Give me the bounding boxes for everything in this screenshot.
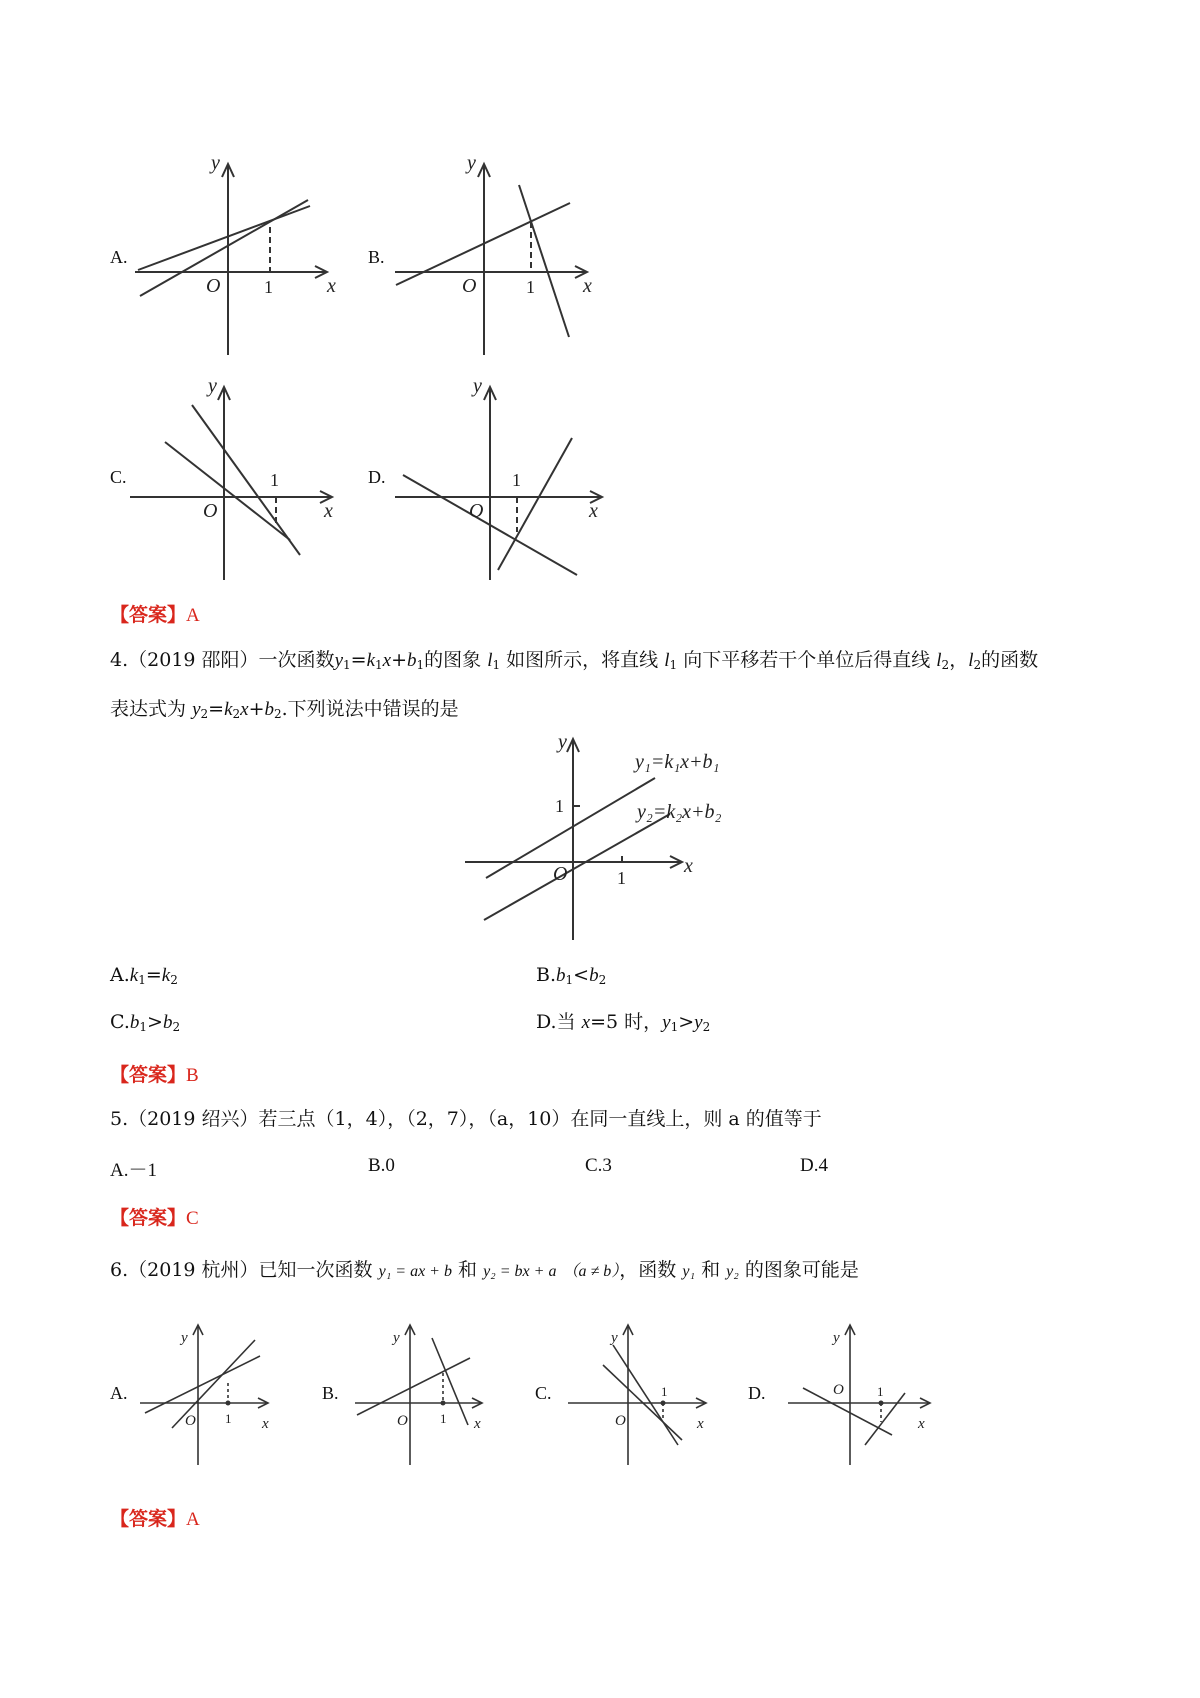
svg-text:x: x — [918, 1416, 925, 1432]
origin-label: O — [206, 275, 221, 297]
formula-1: y₁ = ax + b — [378, 1263, 452, 1280]
svg-text:1: 1 — [877, 1384, 884, 1399]
svg-text:x: x — [324, 500, 333, 522]
svg-text:O: O — [203, 500, 218, 522]
q4-option-d: D.当 x=5 时，$y_1>y_2$ — [536, 1011, 711, 1034]
q5-answer: 【答案】C — [110, 1207, 199, 1229]
svg-text:O: O — [462, 275, 477, 297]
svg-text:1: 1 — [440, 1411, 447, 1426]
q6-answer: 【答案】A — [110, 1508, 200, 1530]
line-2-label: y₂=k₂x+b₂ — [637, 801, 722, 823]
q3-option-b-label: B. — [368, 247, 385, 267]
svg-text:x: x — [262, 1416, 269, 1432]
q5-stem: 5.（2019 绍兴）若三点（1，4），（2，7），（a，10）在同一直线上，则 a 的值等于 — [110, 1108, 822, 1130]
q5-option-c: C.3 — [585, 1155, 612, 1176]
svg-text:x: x — [684, 855, 693, 877]
formula-2: y₂ = bx + a — [483, 1263, 557, 1280]
svg-text:y: y — [833, 1330, 840, 1346]
svg-text:x: x — [474, 1416, 481, 1432]
svg-text:y: y — [558, 731, 567, 753]
q4-answer: 【答案】B — [110, 1064, 199, 1086]
q5-option-d: D.4 — [800, 1155, 828, 1176]
svg-text:y: y — [208, 375, 217, 397]
q4-option-b: $B.b_1<b_2$ — [536, 964, 607, 987]
tick-1-label: 1 — [264, 277, 273, 297]
svg-text:y: y — [181, 1330, 188, 1346]
svg-text:1: 1 — [555, 796, 564, 816]
svg-text:y: y — [393, 1330, 400, 1346]
q4-stem-line-2: 表达式为 $y_2=k_2x+b_2$.下列说法中错误的是 — [110, 698, 459, 721]
y-label: y — [211, 152, 220, 174]
q6-option-b-label: B. — [322, 1383, 339, 1403]
svg-text:y: y — [467, 152, 476, 174]
svg-text:x: x — [589, 500, 598, 522]
svg-text:x: x — [697, 1416, 704, 1432]
q3-option-a-label: A. — [110, 247, 128, 267]
q5-option-a: A.－1 — [110, 1160, 157, 1181]
q4-option-c: $C.b_1>b_2$ — [110, 1011, 181, 1034]
svg-text:O: O — [469, 500, 484, 522]
q3-option-d-label: D. — [368, 467, 386, 487]
q3-option-c-label: C. — [110, 467, 127, 487]
q6-option-c-label: C. — [535, 1383, 552, 1403]
svg-text:1: 1 — [526, 277, 535, 297]
svg-text:O: O — [553, 863, 568, 885]
answer-bracket: 【答案】 — [110, 604, 187, 626]
x-label: x — [327, 275, 336, 297]
svg-text:y: y — [473, 375, 482, 397]
line-2 — [865, 1393, 905, 1445]
line-1-label: y₁=k₁x+b₁ — [635, 751, 720, 773]
q4-stem-line-1: 4.（2019 邵阳）一次函数$y_1=k_1x+b_1$的图象 $l_1$ 如图所示，将直线 $l_1$ 向下平移若干个单位后得直线 $l_2$，$l_2$的函数 — [110, 649, 1039, 672]
svg-text:1: 1 — [225, 1411, 232, 1426]
svg-text:1: 1 — [270, 470, 279, 490]
svg-text:1: 1 — [512, 470, 521, 490]
condition: （a ≠ b） — [562, 1263, 620, 1280]
svg-text:O: O — [833, 1382, 844, 1398]
svg-text:1: 1 — [661, 1384, 668, 1399]
svg-text:O: O — [615, 1413, 626, 1429]
q6-option-a-label: A. — [110, 1383, 128, 1403]
answer-value: A — [186, 605, 200, 626]
svg-text:O: O — [185, 1413, 196, 1429]
q6-option-d-label: D. — [748, 1383, 766, 1403]
q4-option-a: $A.k_1=k_2$ — [110, 964, 178, 987]
svg-text:O: O — [397, 1413, 408, 1429]
svg-text:y: y — [611, 1330, 618, 1346]
svg-text:x: x — [583, 275, 592, 297]
q6-stem: 6.（2019 杭州）已知一次函数 y₁ = ax + b 和 y₂ = bx + a （a ≠ b），函数 y₁ 和 y₂ 的图象可能是 — [110, 1259, 859, 1281]
svg-text:1: 1 — [617, 868, 626, 888]
q5-option-b: B.0 — [368, 1155, 395, 1176]
